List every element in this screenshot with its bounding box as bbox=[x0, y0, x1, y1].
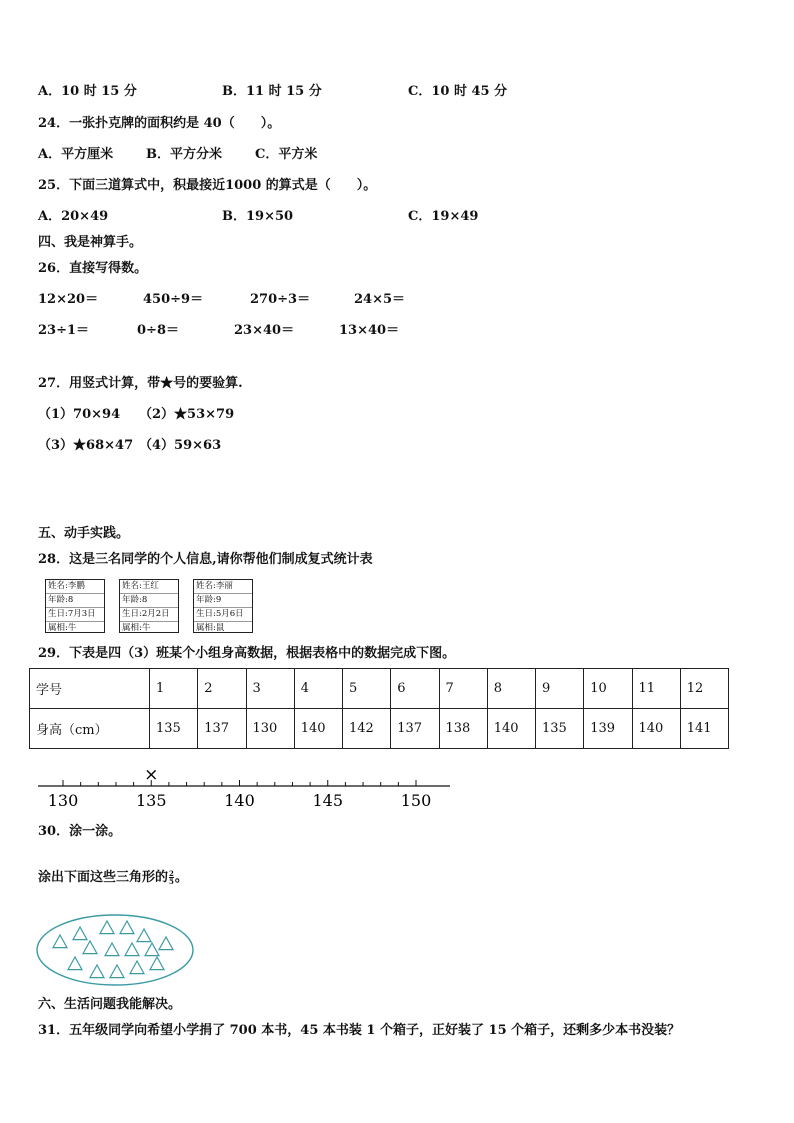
height-cell: 137 bbox=[391, 709, 439, 749]
triangle-shape[interactable] bbox=[120, 921, 134, 934]
card-name: 姓名:李丽 bbox=[194, 580, 252, 594]
q26-r2-c3: 23×40＝ bbox=[234, 323, 295, 338]
id-cell: 9 bbox=[536, 669, 584, 709]
q26-r1-c1: 12×20＝ bbox=[38, 292, 99, 307]
card-age: 年龄:8 bbox=[120, 594, 178, 608]
q26-r2-c4: 13×40＝ bbox=[339, 323, 400, 338]
section-4-heading: 四、我是神算手。 bbox=[38, 235, 143, 250]
card-birthday: 生日:2月2日 bbox=[120, 608, 178, 622]
triangle-shape[interactable] bbox=[137, 929, 151, 942]
id-cell: 3 bbox=[246, 669, 294, 709]
q25-stem: 25．下面三道算式中，积最接近1000 的算式是（ ）。 bbox=[38, 178, 377, 193]
triangle-shape[interactable] bbox=[83, 941, 97, 954]
id-cell: 7 bbox=[439, 669, 487, 709]
q23-option-a: A．10 时 15 分 bbox=[38, 84, 137, 99]
axis-label: 140 bbox=[224, 791, 255, 810]
q27-item-2: （2）★53×79 bbox=[139, 407, 235, 422]
height-cell: 140 bbox=[294, 709, 342, 749]
q24-option-a: A．平方厘米 bbox=[38, 147, 114, 162]
height-cell: 137 bbox=[198, 709, 246, 749]
q27-item-3: （3）★68×47 bbox=[38, 438, 134, 453]
q27-item-4: （4）59×63 bbox=[139, 438, 222, 453]
height-cell: 140 bbox=[632, 709, 680, 749]
triangle-shape[interactable] bbox=[68, 957, 82, 970]
q26-r1-c2: 450÷9＝ bbox=[143, 292, 204, 307]
id-cell: 8 bbox=[487, 669, 535, 709]
triangle-shape[interactable] bbox=[53, 935, 67, 948]
q25-option-c: C．19×49 bbox=[408, 209, 479, 224]
plotted-mark: × bbox=[144, 765, 159, 785]
axis-label: 150 bbox=[400, 791, 432, 810]
info-card bbox=[193, 579, 253, 633]
height-cell: 138 bbox=[439, 709, 487, 749]
q30-instruction bbox=[38, 870, 188, 886]
q26-r2-c1: 23÷1＝ bbox=[38, 323, 90, 338]
q30-stem: 30．涂一涂。 bbox=[38, 824, 122, 839]
q25-option-a: A．20×49 bbox=[38, 209, 109, 224]
q24-stem: 24．一张扑克牌的面积约是 40（ ）。 bbox=[38, 116, 281, 131]
triangle-shape[interactable] bbox=[130, 961, 144, 974]
id-cell: 2 bbox=[198, 669, 246, 709]
q31-stem: 31．五年级同学向希望小学捐了 700 本书，45 本书装 1 个箱子，正好装了 15 个箱子，还剩多少本书没装？ bbox=[38, 1023, 681, 1038]
q27-item-1: （1）70×94 bbox=[38, 407, 121, 422]
section-5-heading: 五、动手实践。 bbox=[38, 526, 130, 541]
triangle-shape[interactable] bbox=[73, 927, 87, 940]
info-card bbox=[45, 579, 105, 633]
fraction bbox=[169, 870, 174, 885]
card-zodiac: 属相:牛 bbox=[122, 623, 151, 633]
id-cell: 1 bbox=[150, 669, 198, 709]
card-age: 年龄:8 bbox=[46, 594, 104, 608]
triangle-shape[interactable] bbox=[150, 957, 164, 970]
height-cell: 135 bbox=[536, 709, 584, 749]
row-label-id: 学号 bbox=[30, 669, 150, 709]
q23-option-b: B．11 时 15 分 bbox=[222, 84, 322, 99]
card-birthday: 生日:5月6日 bbox=[194, 608, 252, 622]
card-age: 年龄:9 bbox=[194, 594, 252, 608]
q26-r1-c3: 270÷3＝ bbox=[250, 292, 311, 307]
q25-option-b: B．19×50 bbox=[222, 209, 294, 224]
triangles bbox=[53, 921, 173, 978]
card-birthday: 生日:7月3日 bbox=[46, 608, 104, 622]
triangle-shape[interactable] bbox=[100, 921, 114, 934]
height-table bbox=[29, 668, 729, 749]
height-cell: 140 bbox=[487, 709, 535, 749]
triangle-shape[interactable] bbox=[159, 937, 173, 950]
axis-label: 130 bbox=[47, 791, 79, 810]
card-zodiac: 属相:鼠 bbox=[196, 623, 225, 633]
q29-stem: 29．下表是四（3）班某个小组身高数据，根据表格中的数据完成下图。 bbox=[38, 646, 456, 661]
triangle-oval-figure bbox=[35, 910, 197, 990]
triangle-shape[interactable] bbox=[90, 965, 104, 978]
id-cell: 6 bbox=[391, 669, 439, 709]
table-row bbox=[30, 669, 729, 709]
height-cell: 142 bbox=[343, 709, 391, 749]
height-cell: 130 bbox=[246, 709, 294, 749]
id-cell: 4 bbox=[294, 669, 342, 709]
triangle-shape[interactable] bbox=[105, 943, 119, 956]
axis-labels bbox=[48, 791, 432, 810]
number-line bbox=[0, 758, 470, 814]
id-cell: 12 bbox=[680, 669, 728, 709]
q26-stem: 26．直接写得数。 bbox=[38, 261, 148, 276]
instruction-prefix: 涂出下面这些三角形的 bbox=[38, 870, 169, 885]
id-cell: 10 bbox=[584, 669, 632, 709]
q26-r2-c2: 0÷8＝ bbox=[137, 323, 179, 338]
card-name: 姓名:王红 bbox=[120, 580, 178, 594]
instruction-suffix: 。 bbox=[174, 870, 188, 885]
q28-stem: 28．这是三名同学的个人信息,请你帮他们制成复式统计表 bbox=[38, 552, 373, 567]
id-cell: 11 bbox=[632, 669, 680, 709]
triangle-shape[interactable] bbox=[110, 965, 124, 978]
axis-label: 135 bbox=[135, 791, 167, 810]
id-cell: 5 bbox=[343, 669, 391, 709]
height-cell: 139 bbox=[584, 709, 632, 749]
info-card bbox=[119, 579, 179, 633]
row-label-height: 身高（cm） bbox=[30, 709, 150, 749]
triangle-shape[interactable] bbox=[145, 943, 159, 956]
q24-option-b: B．平方分米 bbox=[146, 147, 222, 162]
card-zodiac: 属相:牛 bbox=[48, 623, 77, 633]
section-6-heading: 六、生活问题我能解决。 bbox=[38, 997, 182, 1012]
axis-ticks bbox=[63, 780, 416, 786]
card-name: 姓名:李鹏 bbox=[46, 580, 104, 594]
q27-stem: 27．用竖式计算，带★号的要验算. bbox=[38, 376, 243, 391]
q23-option-c: C．10 时 45 分 bbox=[408, 84, 508, 99]
q26-r1-c4: 24×5＝ bbox=[354, 292, 406, 307]
height-cell: 135 bbox=[150, 709, 198, 749]
q24-option-c: C．平方米 bbox=[255, 147, 318, 162]
fraction-denominator: 5 bbox=[169, 877, 174, 886]
fraction-numerator: 2 bbox=[169, 869, 174, 878]
table-row bbox=[30, 709, 729, 749]
axis-label: 145 bbox=[312, 791, 344, 810]
height-cell: 141 bbox=[680, 709, 728, 749]
triangle-shape[interactable] bbox=[125, 943, 139, 956]
